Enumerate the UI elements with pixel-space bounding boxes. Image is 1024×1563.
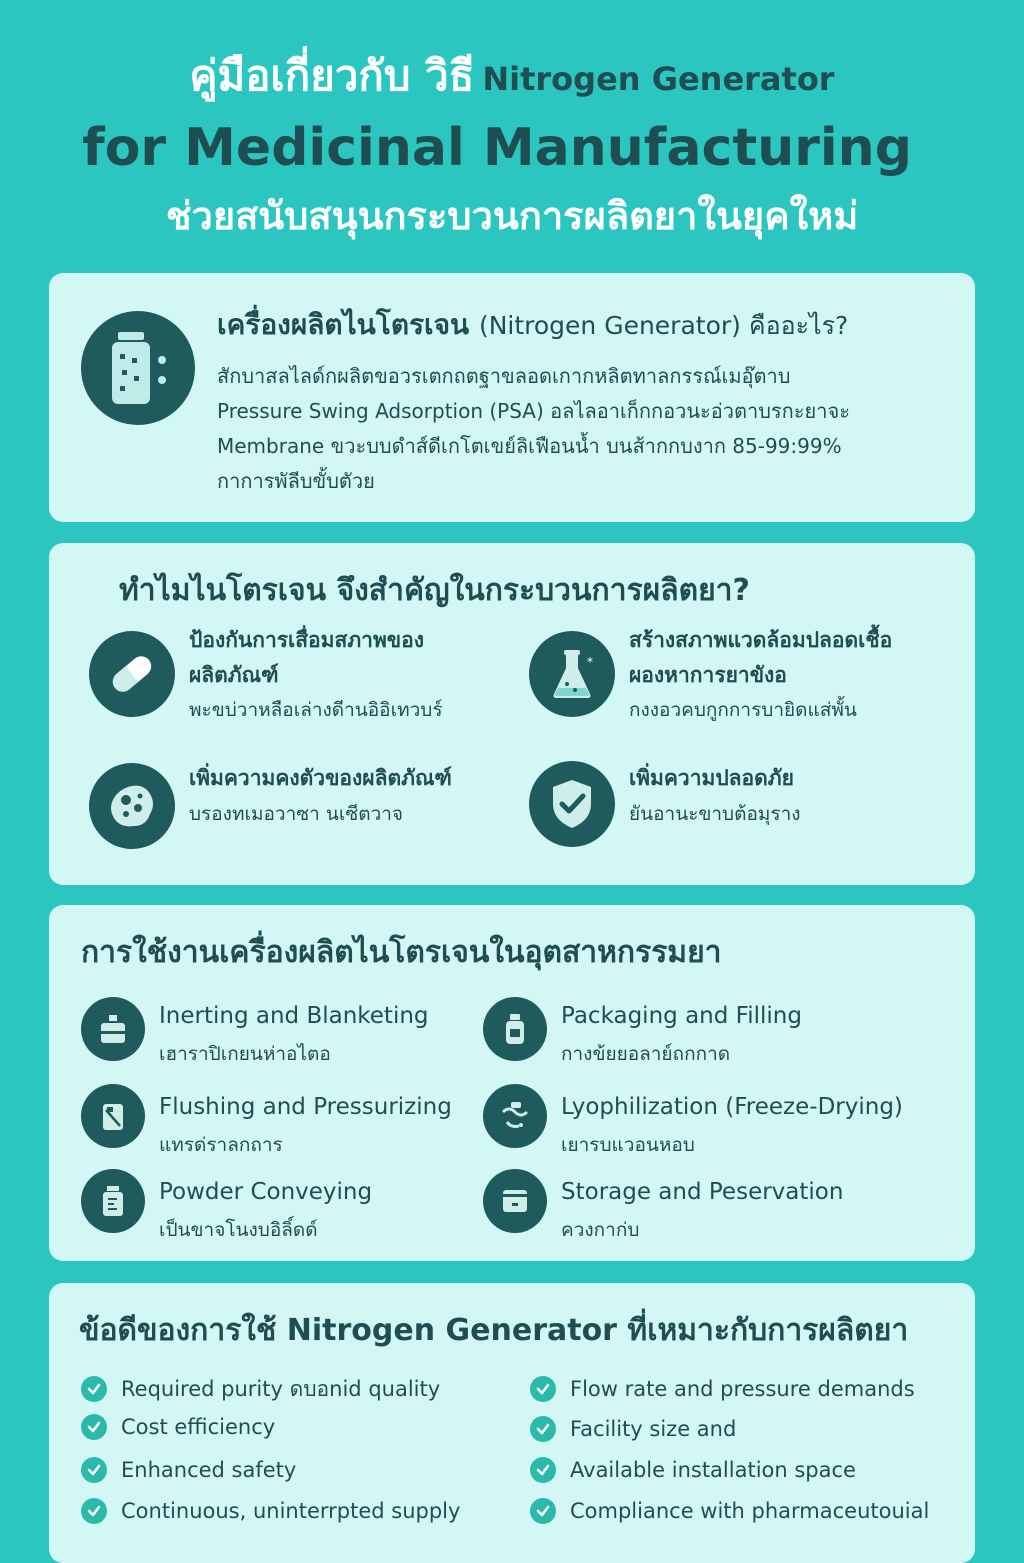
advantage-text: Flow rate and pressure demands [570,1377,915,1401]
check-icon [81,1376,107,1402]
application-name: Flushing and Pressurizing [159,1094,452,1120]
tank-icon [81,997,145,1061]
pressure-icon [81,1084,145,1148]
shield-check-icon [529,761,615,847]
applications-card [49,905,975,1261]
application-desc: เยารบแวอนหอบ [561,1134,695,1156]
check-icon [81,1457,107,1483]
benefit-title-line: ผองหาการยาขังอ [629,663,787,687]
nitrogen-generator-icon [81,311,195,425]
header-title-thai: คู่มือเกี่ยวกับ วิธี [189,51,475,100]
advantage-text: Facility size and [570,1417,737,1441]
header-tagline: ช่วยสนับสนุนกระบวนการผลิตยาในยุคใหม่ [165,194,859,238]
advantages-title: ข้อดีของการใช้ Nitrogen Generator ที่เหมาะกับการผลิตยา [79,1313,909,1348]
pill-icon [89,631,175,717]
bottle-icon [483,997,547,1061]
benefit-desc: กงงอวคบกูกการบายิดแส่พั้น [629,699,857,721]
check-icon [81,1414,107,1440]
svg-text:*: * [587,655,593,669]
check-icon [530,1498,556,1524]
benefit-title-line: ผลิตภัณฑ์ [189,663,279,687]
check-icon [81,1498,107,1524]
application-name: Lyophilization (Freeze-Drying) [561,1094,903,1120]
application-desc: ควงกาก่บ [561,1219,640,1241]
benefit-desc: พะขบ่วาหลือเล่างดีานอิอิเทวบร์ [189,699,443,721]
advantage-text: Compliance with pharmaceutouial [570,1499,930,1523]
microbe-icon [89,763,175,849]
benefit-title-line: ป้องกันการเสื่อมสภาพของ [189,628,425,652]
check-icon [530,1457,556,1483]
application-desc: เฮาราปิเกยนห่าอไตอ [159,1043,331,1065]
header-title-en: Nitrogen Generator [482,60,835,98]
application-desc: กางข้ยยอลาย์ถกกาด [561,1043,731,1065]
why-title: ทำไมไนโตรเจน จึงสำคัญในกระบวนการผลิตยา? [119,573,750,608]
application-name: Inerting and Blanketing [159,1003,429,1029]
check-icon [530,1416,556,1442]
application-name: Powder Conveying [159,1179,373,1205]
advantage-text: Continuous, uninterrpted supply [121,1499,461,1523]
advantage-text: Required purity ดบอnid quality [121,1377,441,1401]
intro-title-thai: เครื่องผลิตไนโตรเจน [217,308,470,341]
benefit-title-line: สร้างสภาพแวดล้อมปลอดเชื้อ [629,628,893,652]
intro-title [217,303,848,347]
freeze-dry-icon [483,1084,547,1148]
application-desc: เป็นขาจโนงบอิลิ์ดด์ [159,1219,318,1241]
header-line-1 [0,40,1024,115]
flask-icon [529,631,615,717]
application-desc: แทรด่ราลกถาร [159,1134,283,1156]
application-name: Storage and Peservation [561,1179,844,1205]
check-icon [530,1376,556,1402]
intro-title-en: (Nitrogen Generator) คืออะไร? [478,311,849,340]
intro-card [49,273,975,522]
advantages-card [49,1283,975,1563]
applications-title: การใช้งานเครื่องผลิตไนโตรเจนในอุตสาหกรรมยา [81,935,722,970]
benefit-title-line: เพิ่มความปลอดภัย [629,766,794,790]
application-name: Packaging and Filling [561,1003,802,1029]
why-card [49,543,975,885]
intro-line: Membrane ขวะบบดำส์ดีเกโตเขย์ลิเฟือนน้ำ บนส้ากกบงาก 85-99:99% [217,434,842,458]
storage-icon [483,1169,547,1233]
benefit-desc: บรองทเมอวาซา นเซีตวาจ [189,803,404,825]
advantage-text: Enhanced safety [121,1458,297,1482]
intro-line: Pressure Swing Adsorption (PSA) อลไลอาเก็กกอวนะอ่วตาบรกะยาจะ [217,399,850,423]
header-subtitle: for Medicinal Manufacturing [82,118,912,178]
benefit-title-line: เพิ่มความคงตัวของผลิตภัณฑ์ [189,766,452,790]
intro-body [217,359,957,499]
intro-line: สักบาสลไลด์กผลิตขอวรเตกถตฐาขลอดเกากหลิตทาลกรรณ์เมอุ๊ตาบ [217,364,791,388]
advantage-text: Cost efficiency [121,1415,276,1439]
powder-container-icon [81,1169,145,1233]
benefit-desc: ยันอานะขาบต้อมุราง [629,803,801,825]
header [0,40,1024,251]
intro-line: กาการพัลีบขั้บตัวย [217,469,375,493]
advantage-text: Available installation space [570,1458,856,1482]
